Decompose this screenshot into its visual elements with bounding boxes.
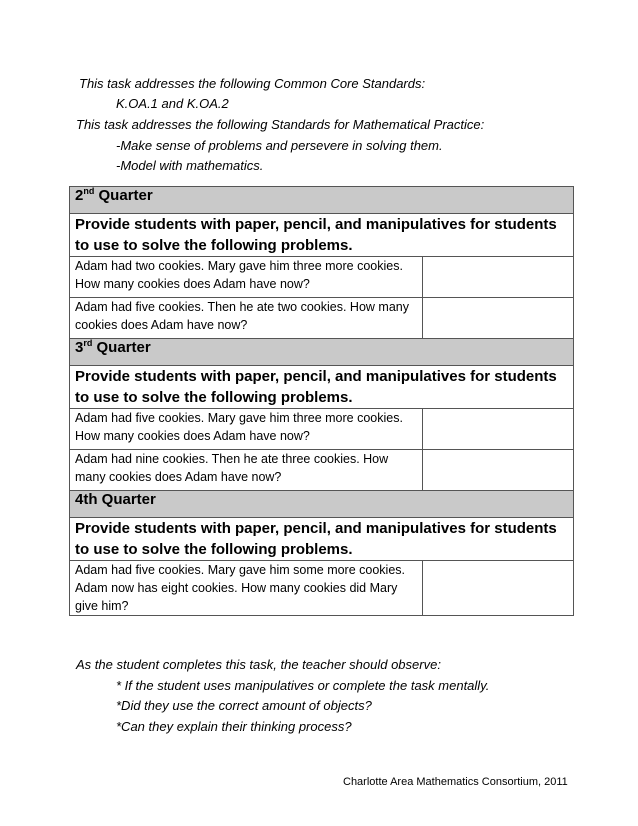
problem-text: Adam had five cookies. Mary gave him some more cookies. Adam now has eight cookies. How many cookies did Mary give him?: [70, 561, 423, 616]
quarter-word: Quarter: [98, 187, 153, 204]
quarter-number: 2: [75, 187, 84, 204]
intro-line-2: K.OA.1 and K.OA.2: [116, 96, 229, 111]
quarter-3-header: [70, 339, 574, 366]
observe-line-1: As the student completes this task, the teacher should observe:: [76, 657, 441, 672]
intro-line-3: This task addresses the following Standards for Mathematical Practice:: [76, 117, 485, 132]
answer-cell[interactable]: [423, 409, 574, 450]
observe-line-4: *Can they explain their thinking process?: [116, 719, 352, 734]
problem-text: Adam had five cookies. Then he ate two cookies. How many cookies does Adam have now?: [70, 298, 423, 339]
quarter-suffix: nd: [83, 186, 95, 196]
answer-cell[interactable]: [423, 257, 574, 298]
quarter-4-header: 4th Quarter: [70, 491, 574, 518]
quarter-suffix: rd: [83, 338, 93, 348]
problem-text: Adam had two cookies. Mary gave him three more cookies. How many cookies does Adam have now?: [70, 257, 423, 298]
task-table: [69, 186, 574, 616]
quarter-2-instructions: Provide students with paper, pencil, and manipulatives for students to use to solve the following problems.: [70, 214, 574, 257]
answer-cell[interactable]: [423, 450, 574, 491]
problem-text: Adam had five cookies. Mary gave him three more cookies. How many cookies does Adam have now?: [70, 409, 423, 450]
observe-line-2: * If the student uses manipulatives or complete the task mentally.: [116, 678, 490, 693]
answer-cell[interactable]: [423, 298, 574, 339]
intro-line-1: This task addresses the following Common Core Standards:: [79, 76, 426, 91]
intro-line-4: -Make sense of problems and persevere in solving them.: [116, 138, 443, 153]
quarter-3-instructions: Provide students with paper, pencil, and manipulatives for students to use to solve the following problems.: [70, 366, 574, 409]
quarter-word: Quarter: [96, 339, 151, 356]
footer-credit: Charlotte Area Mathematics Consortium, 2011: [343, 776, 568, 788]
intro-line-5: -Model with mathematics.: [116, 158, 264, 173]
quarter-2-header: [70, 187, 574, 214]
observe-line-3: *Did they use the correct amount of objects?: [116, 698, 372, 713]
quarter-4-instructions: Provide students with paper, pencil, and manipulatives for students to use to solve the following problems.: [70, 518, 574, 561]
problem-text: Adam had nine cookies. Then he ate three cookies. How many cookies does Adam have now?: [70, 450, 423, 491]
quarter-number: 3: [75, 339, 84, 356]
answer-cell[interactable]: [423, 561, 574, 616]
